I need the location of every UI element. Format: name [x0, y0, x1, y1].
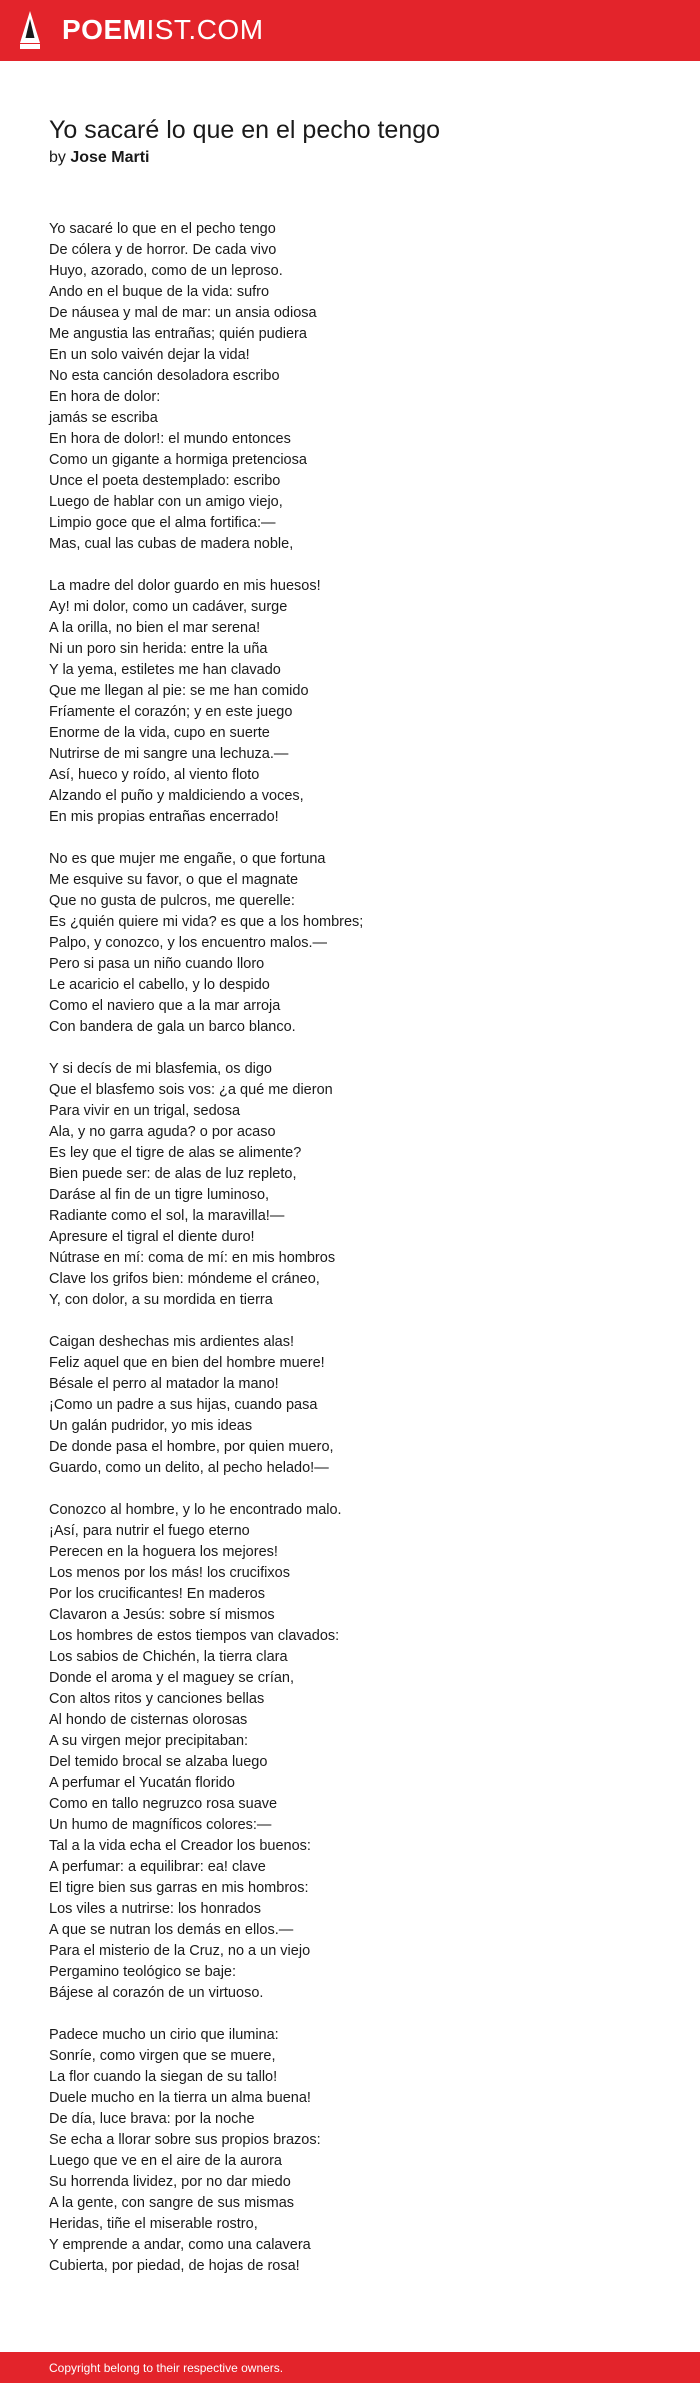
poem-line: Y la yema, estiletes me han clavado — [49, 662, 281, 678]
poem-line: De cólera y de horror. De cada vivo — [49, 242, 277, 258]
poem-line: Bájese al corazón de un virtuoso. — [49, 1985, 264, 2001]
poem-line: Como el naviero que a la mar arroja — [49, 998, 281, 1014]
poem-line: Clavaron a Jesús: sobre sí mismos — [49, 1607, 275, 1623]
poem-line: Pero si pasa un niño cuando lloro — [49, 956, 265, 972]
poem-line: ¡Como un padre a sus hijas, cuando pasa — [49, 1397, 318, 1413]
poem-line: A que se nutran los demás en ellos.— — [49, 1922, 294, 1938]
author-name[interactable]: Jose Marti — [70, 149, 150, 166]
poem-line: Con altos ritos y canciones bellas — [49, 1691, 265, 1707]
poem-line: Nutrirse de mi sangre una lechuza.— — [49, 746, 289, 762]
poem-line: Mas, cual las cubas de madera noble, — [49, 536, 294, 552]
byline — [49, 148, 150, 168]
poem-body — [49, 219, 669, 2298]
poem-line: Apresure el tigral el diente duro! — [49, 1229, 255, 1245]
poem-line: Como en tallo negruzco rosa suave — [49, 1796, 278, 1812]
poem-line: Alzando el puño y maldiciendo a voces, — [49, 788, 304, 804]
poem-line: Bien puede ser: de alas de luz repleto, — [49, 1166, 297, 1182]
poem-title: Yo sacaré lo que en el pecho tengo — [49, 116, 441, 144]
by-prefix: by — [49, 149, 66, 166]
poem-line: Los sabios de Chichén, la tierra clara — [49, 1649, 288, 1665]
pen-nib-icon[interactable] — [18, 10, 42, 50]
stanza — [49, 1332, 669, 1479]
poem-line: En hora de dolor: — [49, 389, 161, 405]
poem-line: Unce el poeta destemplado: escribo — [49, 473, 281, 489]
poem-line: Es ¿quién quiere mi vida? es que a los hombres; — [49, 914, 364, 930]
poem-line: Padece mucho un cirio que ilumina: — [49, 2027, 279, 2043]
poem-line: Ay! mi dolor, como un cadáver, surge — [49, 599, 288, 615]
poem-line: Luego que ve en el aire de la aurora — [49, 2153, 282, 2169]
poem-line: En un solo vaivén dejar la vida! — [49, 347, 250, 363]
poem-line: A perfumar el Yucatán florido — [49, 1775, 235, 1791]
stanza — [49, 1059, 669, 1311]
poem-line: Ando en el buque de la vida: sufro — [49, 284, 270, 300]
poem-line: Luego de hablar con un amigo viejo, — [49, 494, 283, 510]
poem-line: Como un gigante a hormiga pretenciosa — [49, 452, 307, 468]
logo-brand-light: IST.COM — [146, 14, 264, 45]
poem-line: Con bandera de gala un barco blanco. — [49, 1019, 296, 1035]
poem-line: El tigre bien sus garras en mis hombros: — [49, 1880, 309, 1896]
poem-line: Caigan deshechas mis ardientes alas! — [49, 1334, 295, 1350]
stanza — [49, 2025, 669, 2277]
poem-line: De día, luce brava: por la noche — [49, 2111, 255, 2127]
poem-line: Al hondo de cisternas olorosas — [49, 1712, 248, 1728]
poem-line: Tal a la vida echa el Creador los buenos: — [49, 1838, 311, 1854]
poem-line: Radiante como el sol, la maravilla!— — [49, 1208, 285, 1224]
poem-line: Para el misterio de la Cruz, no a un viejo — [49, 1943, 311, 1959]
logo-brand-bold: POEM — [62, 14, 147, 45]
stanza — [49, 1500, 669, 2004]
poem-line: Un humo de magníficos colores:— — [49, 1817, 272, 1833]
stanza — [49, 576, 669, 828]
copyright-text: Copyright belong to their respective owners. — [49, 2361, 284, 2375]
stanza — [49, 849, 669, 1038]
poem-line: Donde el aroma y el maguey se crían, — [49, 1670, 295, 1686]
poem-line: Me esquive su favor, o que el magnate — [49, 872, 299, 888]
stanza — [49, 219, 669, 555]
poem-line: Y emprende a andar, como una calavera — [49, 2237, 311, 2253]
poem-line: jamás se escriba — [49, 410, 158, 426]
poem-line: ¡Así, para nutrir el fuego eterno — [49, 1523, 250, 1539]
poem-line: Bésale el perro al matador la mano! — [49, 1376, 279, 1392]
poem-line: Para vivir en un trigal, sedosa — [49, 1103, 241, 1119]
poem-line: Cubierta, por piedad, de hojas de rosa! — [49, 2258, 300, 2274]
poem-line: De donde pasa el hombre, por quien muero, — [49, 1439, 334, 1455]
poem-line: Los hombres de estos tiempos van clavados: — [49, 1628, 340, 1644]
poem-line: Fríamente el corazón; y en este juego — [49, 704, 293, 720]
poem-line: Del temido brocal se alzaba luego — [49, 1754, 268, 1770]
poem-line: Nútrase en mí: coma de mí: en mis hombros — [49, 1250, 336, 1266]
poem-line: No esta canción desoladora escribo — [49, 368, 280, 384]
site-header — [0, 0, 700, 61]
poem-line: De náusea y mal de mar: un ansia odiosa — [49, 305, 317, 321]
poem-line: A su virgen mejor precipitaban: — [49, 1733, 249, 1749]
poem-line: Es ley que el tigre de alas se alimente? — [49, 1145, 302, 1161]
site-footer — [0, 2352, 700, 2383]
poem-line: Y si decís de mi blasfemia, os digo — [49, 1061, 272, 1077]
poem-line: Pergamino teológico se baje: — [49, 1964, 237, 1980]
poem-line: Conozco al hombre, y lo he encontrado malo. — [49, 1502, 342, 1518]
poem-line: En hora de dolor!: el mundo entonces — [49, 431, 291, 447]
poem-line: Un galán pudridor, yo mis ideas — [49, 1418, 253, 1434]
poem-line: En mis propias entrañas encerrado! — [49, 809, 279, 825]
poem-line: Que el blasfemo sois vos: ¿a qué me dieron — [49, 1082, 333, 1098]
poem-line: Los menos por los más! los crucifixos — [49, 1565, 290, 1581]
poem-line: La flor cuando la siegan de su tallo! — [49, 2069, 278, 2085]
poem-line: Así, hueco y roído, al viento floto — [49, 767, 260, 783]
poem-line: Daráse al fin de un tigre luminoso, — [49, 1187, 270, 1203]
poem-line: A perfumar: a equilibrar: ea! clave — [49, 1859, 266, 1875]
poem-line: Clave los grifos bien: móndeme el cráneo, — [49, 1271, 320, 1287]
poem-line: Y, con dolor, a su mordida en tierra — [49, 1292, 273, 1308]
poem-line: A la gente, con sangre de sus mismas — [49, 2195, 295, 2211]
poem-line: Los viles a nutrirse: los honrados — [49, 1901, 261, 1917]
poem-line: Heridas, tiñe el miserable rostro, — [49, 2216, 258, 2232]
poem-line: Su horrenda lividez, por no dar miedo — [49, 2174, 291, 2190]
poem-line: Yo sacaré lo que en el pecho tengo — [49, 221, 276, 237]
poem-line: Guardo, como un delito, al pecho helado!— — [49, 1460, 329, 1476]
poem-line: Ala, y no garra aguda? o por acaso — [49, 1124, 276, 1140]
poem-line: A la orilla, no bien el mar serena! — [49, 620, 261, 636]
poem-line: Le acaricio el cabello, y lo despido — [49, 977, 270, 993]
poem-line: Ni un poro sin herida: entre la uña — [49, 641, 268, 657]
poem-line: Duele mucho en la tierra un alma buena! — [49, 2090, 311, 2106]
poem-line: Por los crucificantes! En maderos — [49, 1586, 265, 1602]
poem-line: Me angustia las entrañas; quién pudiera — [49, 326, 307, 342]
poem-line: Que no gusta de pulcros, me querelle: — [49, 893, 295, 909]
poem-line: Palpo, y conozco, y los encuentro malos.— — [49, 935, 328, 951]
poem-line: Que me llegan al pie: se me han comido — [49, 683, 309, 699]
poem-line: Limpio goce que el alma fortifica:— — [49, 515, 276, 531]
poem-line: Huyo, azorado, como de un leproso. — [49, 263, 283, 279]
poem-line: Feliz aquel que en bien del hombre muere! — [49, 1355, 325, 1371]
site-logo[interactable] — [62, 13, 264, 47]
poem-line: Enorme de la vida, cupo en suerte — [49, 725, 270, 741]
poem-line: No es que mujer me engañe, o que fortuna — [49, 851, 326, 867]
poem-line: Sonríe, como virgen que se muere, — [49, 2048, 276, 2064]
poem-line: Se echa a llorar sobre sus propios brazos: — [49, 2132, 321, 2148]
poem-line: Perecen en la hoguera los mejores! — [49, 1544, 278, 1560]
poem-line: La madre del dolor guardo en mis huesos! — [49, 578, 321, 594]
